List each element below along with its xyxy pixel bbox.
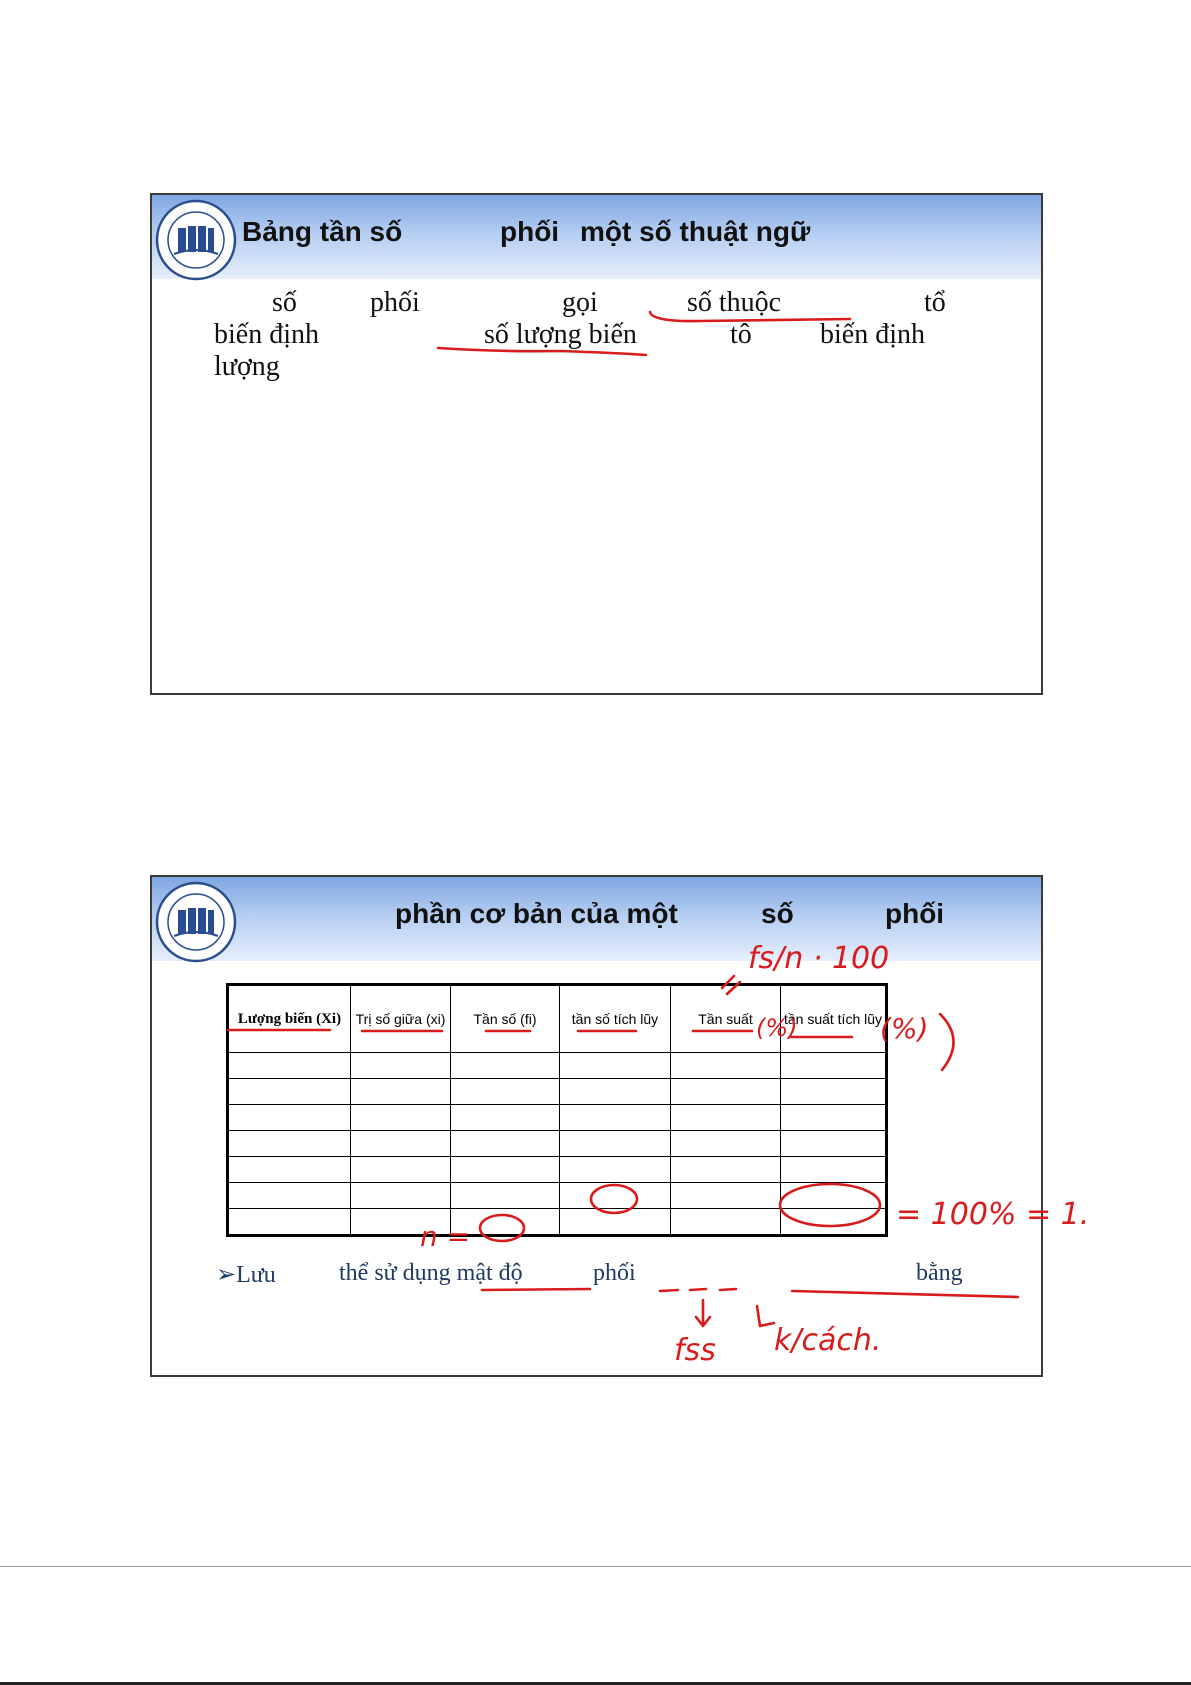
- slide-1: [150, 193, 1043, 695]
- table-cell: [560, 1131, 671, 1157]
- table-cell: [351, 1183, 451, 1209]
- table-row: [228, 1105, 887, 1131]
- handwritten-note: n =: [420, 1220, 471, 1253]
- table-row: [228, 1209, 887, 1236]
- handwritten-note: fss: [674, 1333, 716, 1368]
- table-cell: [560, 1105, 671, 1131]
- table-cell: [451, 1157, 560, 1183]
- table-cell: [351, 1053, 451, 1079]
- table-cell: [451, 1053, 560, 1079]
- table-cell: [228, 1105, 351, 1131]
- col-header-tri-so-giua: Trị số giữa (xi): [351, 985, 451, 1053]
- table-cell: [451, 1079, 560, 1105]
- note-word: thể sử dụng mật độ: [339, 1260, 523, 1286]
- col-header-tan-suat-tich-luy: tần suất tích lũy: [781, 985, 887, 1053]
- slide-2: [150, 875, 1043, 1377]
- body-word: lượng: [214, 351, 280, 382]
- table-cell: [781, 1053, 887, 1079]
- table-cell: [228, 1079, 351, 1105]
- slide-title-part: một số thuật ngữ: [580, 216, 811, 247]
- col-header-tan-suat: Tần suất: [671, 985, 781, 1053]
- table-cell: [671, 1183, 781, 1209]
- handwritten-note: k/cách.: [774, 1323, 882, 1358]
- table-cell: [451, 1131, 560, 1157]
- body-word: số lượng biến: [484, 319, 637, 350]
- note-word: ➢Lưu: [216, 1262, 276, 1288]
- table-cell: [781, 1131, 887, 1157]
- table-cell: [781, 1079, 887, 1105]
- note-word: phối: [593, 1260, 636, 1286]
- table-cell: [228, 1131, 351, 1157]
- table-cell: [560, 1079, 671, 1105]
- body-word: tô: [730, 319, 752, 350]
- university-logo: [154, 880, 238, 964]
- slide-title-part: phối: [885, 898, 945, 929]
- body-word: phối: [370, 287, 420, 318]
- table-cell: [671, 1079, 781, 1105]
- university-logo: [154, 198, 238, 282]
- table-cell: [228, 1183, 351, 1209]
- table-cell: [351, 1131, 451, 1157]
- handwritten-note: (%): [880, 1012, 929, 1045]
- table-row: [228, 1131, 887, 1157]
- handwritten-note: fs/n · 100: [748, 941, 890, 976]
- col-header-tan-so: Tần số (fi): [451, 985, 560, 1053]
- slide-title-part: số: [761, 898, 794, 929]
- table-row: [228, 1183, 887, 1209]
- slide-title-part: phối: [500, 216, 560, 247]
- table-cell: [228, 1157, 351, 1183]
- table-row: [228, 1157, 887, 1183]
- handwritten-note: (%): [756, 1014, 798, 1042]
- table-cell: [781, 1183, 887, 1209]
- table-cell: [671, 1053, 781, 1079]
- table-cell: [560, 1157, 671, 1183]
- table-cell: [781, 1105, 887, 1131]
- table-cell: [228, 1053, 351, 1079]
- slide-title-part: Bảng tần số: [242, 216, 403, 247]
- handwritten-note: = 100% = 1.: [896, 1197, 1090, 1232]
- col-header-tan-so-tich-luy: tần số tích lũy: [560, 985, 671, 1053]
- note-word: bằng: [916, 1260, 963, 1286]
- table-cell: [781, 1209, 887, 1236]
- table-cell: [451, 1209, 560, 1236]
- body-word: số thuộc: [687, 287, 782, 318]
- body-word: tổ: [924, 287, 946, 318]
- table-cell: [351, 1157, 451, 1183]
- body-word: số: [272, 287, 297, 318]
- table-cell: [228, 1209, 351, 1236]
- table-cell: [560, 1183, 671, 1209]
- table-cell: [351, 1079, 451, 1105]
- table-cell: [671, 1105, 781, 1131]
- body-word: biến định: [820, 319, 925, 350]
- table-cell: [560, 1053, 671, 1079]
- table-cell: [351, 1209, 451, 1236]
- body-word: gọi: [562, 287, 598, 318]
- frequency-table: [226, 983, 888, 1237]
- table-row: [228, 1079, 887, 1105]
- table-cell: [351, 1105, 451, 1131]
- body-word: biến định: [214, 319, 319, 350]
- table-row: [228, 1053, 887, 1079]
- table-cell: [671, 1131, 781, 1157]
- table-cell: [451, 1105, 560, 1131]
- table-cell: [671, 1209, 781, 1236]
- page-footer-rule: [0, 1566, 1191, 1567]
- slide-title-part: phần cơ bản của một: [395, 898, 678, 929]
- table-cell: [671, 1157, 781, 1183]
- table-cell: [560, 1209, 671, 1236]
- table-cell: [781, 1157, 887, 1183]
- table-header-row: [228, 985, 887, 1053]
- col-header-luong-bien: Lượng biến (Xi): [228, 985, 351, 1053]
- table-cell: [451, 1183, 560, 1209]
